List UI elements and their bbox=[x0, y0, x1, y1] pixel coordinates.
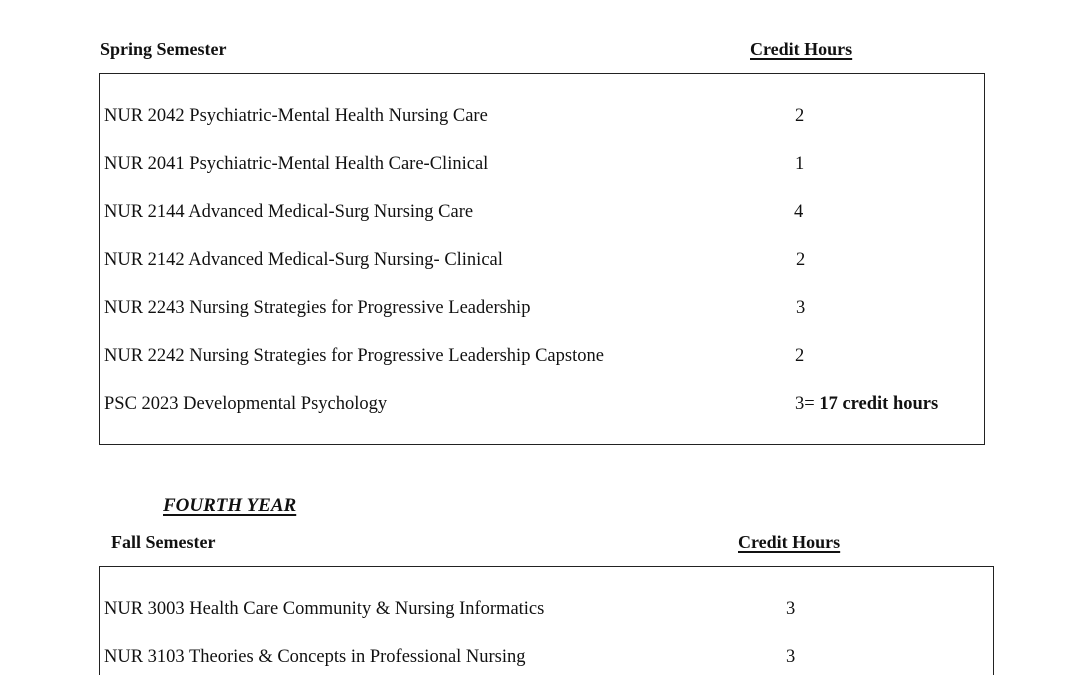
course-name: NUR 2041 Psychiatric-Mental Health Care-Clinical bbox=[104, 154, 489, 174]
course-credits: 4 bbox=[794, 202, 804, 222]
course-name: NUR 2142 Advanced Medical-Surg Nursing- Clinical bbox=[104, 250, 503, 270]
course-name: PSC 2023 Developmental Psychology bbox=[104, 394, 388, 414]
table-row bbox=[104, 103, 984, 129]
course-name: NUR 3003 Health Care Community & Nursing Informatics bbox=[104, 599, 545, 619]
course-name: NUR 2144 Advanced Medical-Surg Nursing Care bbox=[104, 202, 474, 222]
course-credits: 1 bbox=[795, 154, 805, 174]
course-credits: 2 bbox=[795, 106, 805, 126]
semester-total-credits: 17 credit hours bbox=[819, 394, 939, 414]
table-row bbox=[104, 596, 993, 622]
course-name: NUR 2242 Nursing Strategies for Progressive Leadership Capstone bbox=[104, 346, 604, 366]
spring-semester-heading: Spring Semester bbox=[100, 39, 227, 59]
table-row bbox=[104, 391, 984, 417]
spring-course-table bbox=[99, 73, 985, 445]
table-row bbox=[104, 199, 984, 225]
course-credits: 3 bbox=[786, 647, 796, 667]
fall-credit-hours-heading: Credit Hours bbox=[738, 532, 841, 552]
course-name: NUR 3103 Theories & Concepts in Professional Nursing bbox=[104, 647, 526, 667]
table-row bbox=[104, 247, 984, 273]
course-name: NUR 2042 Psychiatric-Mental Health Nursing Care bbox=[104, 106, 488, 126]
course-credits-total bbox=[795, 391, 938, 417]
course-credits: 2 bbox=[796, 250, 806, 270]
fall-semester-heading: Fall Semester bbox=[111, 532, 216, 552]
fourth-year-heading: FOURTH YEAR bbox=[163, 495, 297, 516]
table-row bbox=[104, 644, 993, 670]
course-credits: 3= bbox=[795, 394, 815, 414]
course-credits: 3 bbox=[796, 298, 806, 318]
table-row bbox=[104, 343, 984, 369]
table-row bbox=[104, 151, 984, 177]
course-credits: 2 bbox=[795, 346, 805, 366]
course-credits: 3 bbox=[786, 599, 796, 619]
course-name: NUR 2243 Nursing Strategies for Progressive Leadership bbox=[104, 298, 531, 318]
table-row bbox=[104, 295, 984, 321]
spring-credit-hours-heading: Credit Hours bbox=[750, 39, 853, 59]
fall-course-table bbox=[99, 566, 994, 675]
